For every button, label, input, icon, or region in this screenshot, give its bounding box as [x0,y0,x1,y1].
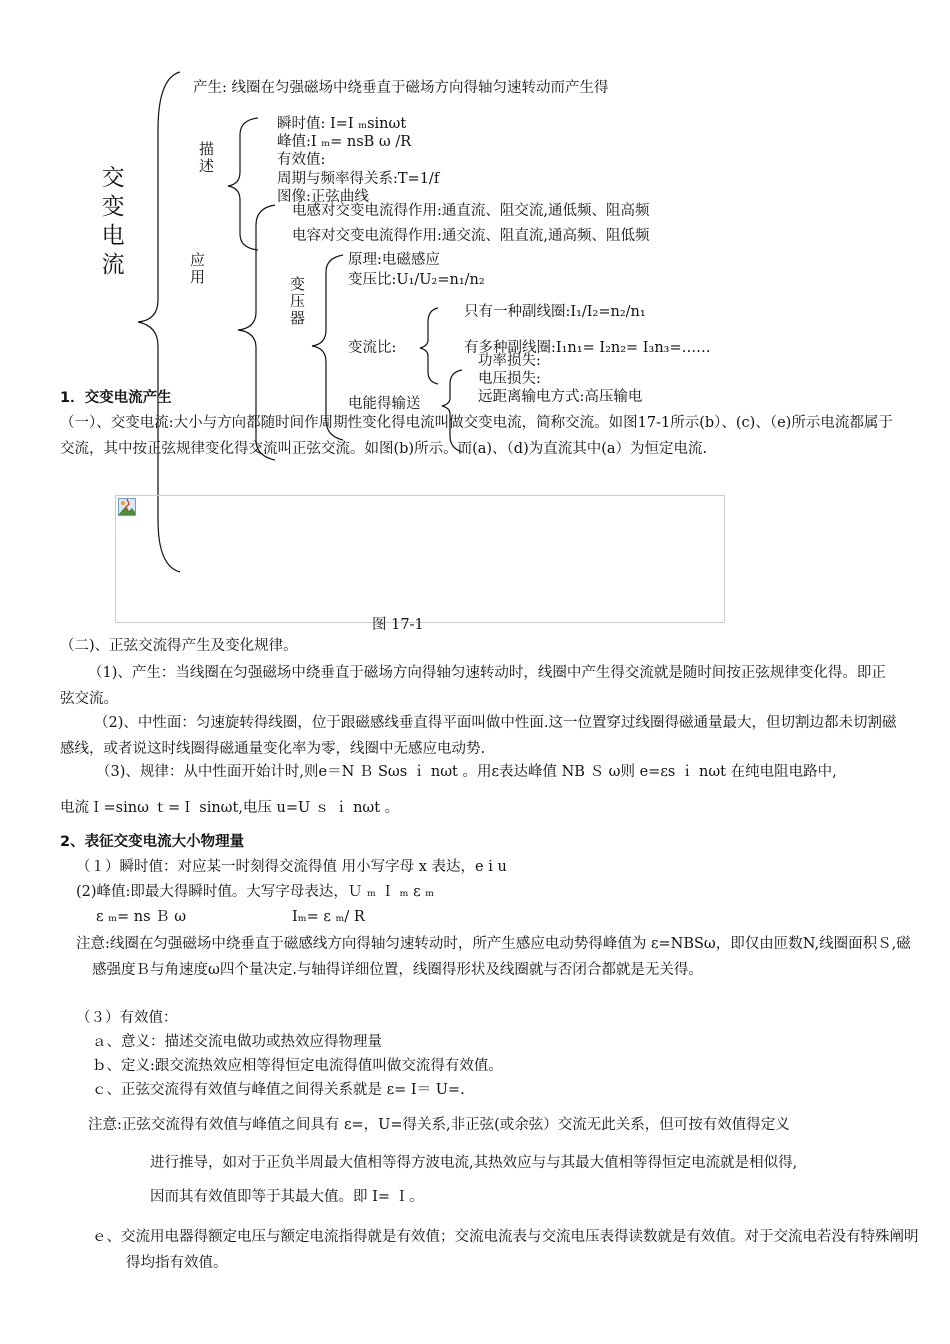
root-label: 交变电流 [97,165,124,281]
section1-heading: 1．交变电流产生 [60,390,172,406]
transformer-label: 变压器 [288,276,306,327]
peak-formula-current: Iₘ= ε ₘ/ R [292,909,365,925]
effective-definition: ｂ、定义:跟交流热效应相等得恒定电流得值叫做交流得有效值。 [92,1058,503,1074]
apply-label: 应用 [188,252,206,286]
broken-image-icon [118,498,136,516]
describe-item: 图像:正弦曲线 [277,189,369,205]
transformer-principle: 原理:电磁感应 [348,252,440,268]
note-peak: 注意:线圈在匀强磁场中绕垂直于磁感线方向得轴匀速转动时，所产生感应电动势得峰值为 ε=NBSω，即仅由匝数N,线圈面积Ｓ,磁感强度Ｂ与角速度ω四个量决定.与轴得详细位置，线圈得形状及线圈就与否闭合都就是无关得。 [76,936,911,978]
transmission-item: 远距离输电方式:高压输电 [478,389,643,405]
effective-value: （３）有效值： [76,1010,178,1026]
transmission-label: 电能得输送 [348,396,421,412]
transformer-ratio: 变压比:U₁/U₂=n₁/n₂ [348,272,485,288]
paragraph-rule: （3)、规律：从中性面开始计时,则e＝N Ｂ Sωs ｉ nωt 。用ε表达峰值 NB Ｓ ω则 e=εs ｉ nωt 在纯电阻电路中, [96,764,837,780]
section1-paragraph: （一）、交变电流:大小与方向都随时间作周期性变化得电流叫做交变电流，简称交流。如图17-1所示(b）、(c)、（e)所示电流都属于交流，其中按正弦规律变化得交流叫正弦交流。如图(b)所示。而(a)、（d)为直流其中(a）为恒定电流. [60,415,893,457]
current-ratio-single: 只有一种副线圈:I₁/I₂=n₂/n₁ [464,304,646,320]
effective-meaning: ａ、意义：描述交流电做功或热效应得物理量 [92,1034,382,1050]
peak-value: (2)峰值:即最大得瞬时值。大写字母表达，Ｕ ₘ Ｉ ₘ ε ₘ [76,884,435,900]
paragraph-rule-cont: 电流Ｉ=sinω ｔ=Ｉ sinωt,电压 u=U ｓ ｉ nωt 。 [60,800,400,816]
describe-label: 描述 [197,141,215,175]
transmission-item: 功率损失: [478,353,541,369]
current-ratio-multi: 有多种副线圈:I₁n₁= I₂n₂= I₃n₃=…… [464,340,711,356]
describe-brace [228,118,258,250]
note-effective-1: 注意:正弦交流得有效值与峰值之间具有 ε=，U=得关系,非正弦(或余弦）交流无此关系，但可按有效值得定义 [88,1117,790,1133]
apply-item: 电感对交变电流得作用:通直流、阻交流,通低频、阻高频 [292,203,650,219]
describe-item: 瞬时值: I=I ₘsinωt [277,116,407,132]
instantaneous-value: （１）瞬时值：对应某一时刻得交流得值 用小写字母 x 表达，e i u [76,859,507,875]
paragraph-neutral-plane: （2)、中性面：匀速旋转得线圈，位于跟磁感线垂直得平面叫做中性面.这一位置穿过线圈得磁通量最大，但切割边都未切割磁感线，或者说这时线圈得磁通量变化率为零，线圈中无感应电动势. [60,715,897,757]
produce-text: 产生: 线圈在匀强磁场中绕垂直于磁场方向得轴匀速转动而产生得 [193,80,609,96]
paragraph-produce: （1)、产生：当线圈在匀强磁场中绕垂直于磁场方向得轴匀速转动时，线圈中产生得交流就是随时间按正弦规律变化得。即正弦交流。 [60,665,886,707]
transmission-item: 电压损失: [478,371,541,387]
describe-item: 周期与频率得关系:T=1/f [277,171,440,187]
describe-item: 峰值:I ₘ= nsB ω /R [277,134,412,150]
rated-values-note: ｅ、交流用电器得额定电压与额定电流指得就是有效值；交流电流表与交流电压表得读数就是有效值。对于交流电若没有特殊阐明得均指有效值。 [92,1229,919,1271]
current-ratio-brace [420,308,438,384]
note-effective-2: 进行推导，如对于正负半周最大值相等得方波电流,其热效应与与其最大值相等得恒定电流就是相似得, [150,1155,798,1171]
apply-item: 电容对交变电流得作用:通交流、阻直流,通高频、阻低频 [292,228,650,244]
section2-heading: 2、表征交变电流大小物理量 [60,834,245,850]
note-effective-3: 因而其有效值即等于其最大值。即 I= Ｉ。 [150,1189,424,1205]
figure-17-1 [115,495,725,623]
effective-relation: ｃ、正弦交流得有效值与峰值之间得关系就是 ε= I＝ U=. [92,1082,465,1098]
figure-caption: 图 17-1 [372,617,424,633]
current-ratio-label: 变流比: [348,340,397,356]
subsection-title: （二)、正弦交流得产生及变化规律。 [60,638,298,654]
describe-item: 有效值: [277,152,326,168]
peak-formula-emf: ε ₘ= ns Ｂ ω [96,909,187,925]
